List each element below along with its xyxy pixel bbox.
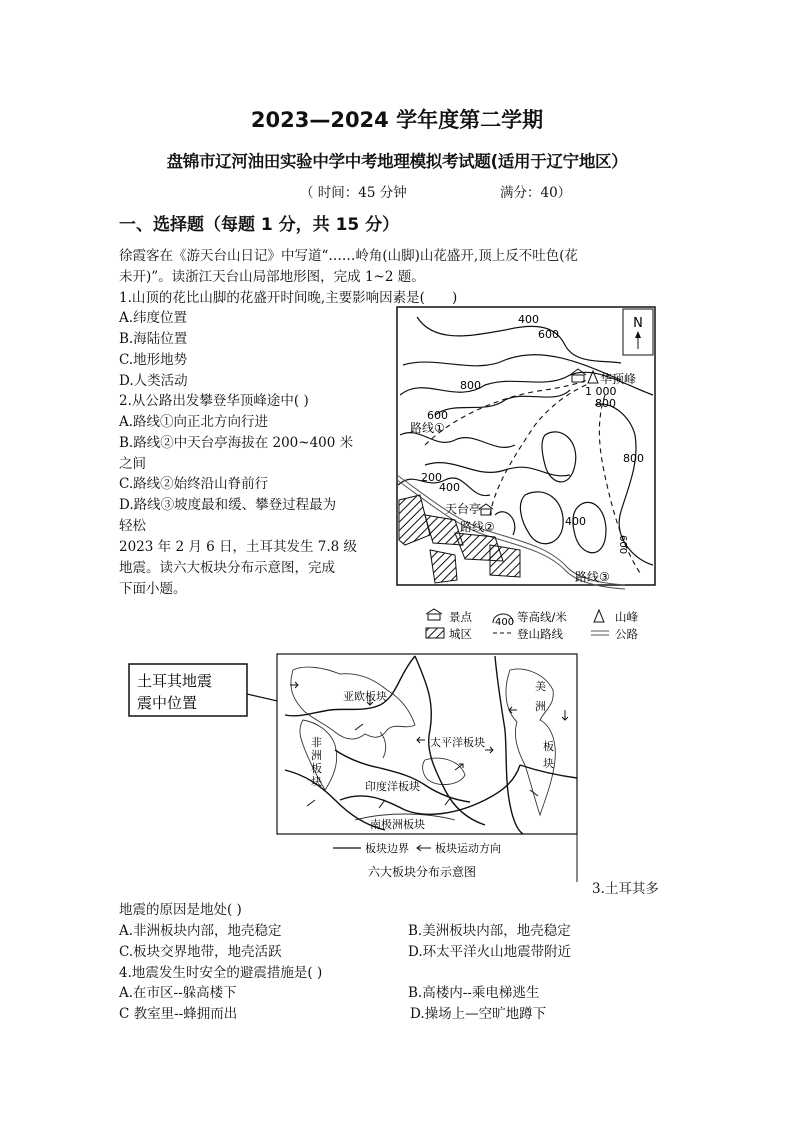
legend-peak-icon — [594, 610, 604, 622]
q2-option-d-line1: D.路线③坡度最和缓、攀登过程最为 — [119, 497, 337, 513]
eurasian-plate-label: 亚欧板块 — [343, 690, 387, 703]
q1-stem: 1.山顶的花比山脚的花盛开时间晚,主要影响因素是( ) — [119, 290, 458, 306]
platemap-caption: 六大板块分布示意图 — [368, 865, 477, 879]
peak-label: 华顶峰 — [600, 372, 637, 386]
q2-option-c: C.路线②始终沿山脊前行 — [119, 476, 269, 492]
contour-label: 800 — [595, 397, 616, 410]
contour-label: 600 — [538, 328, 559, 341]
q1-option-d: D.人类活动 — [119, 373, 188, 389]
q3-option-a: A.非洲板块内部，地壳稳定 — [119, 923, 282, 939]
route-2-label: 路线② — [460, 520, 495, 534]
african-plate-label: 洲 — [311, 749, 322, 762]
q1-option-c: C.地形地势 — [119, 352, 188, 368]
q4-option-c: C 教室里--蜂拥而出 — [119, 1006, 238, 1022]
legend-scenic-icon — [426, 609, 442, 620]
peak-elevation: 1 000 — [585, 385, 617, 398]
topographic-map — [395, 305, 660, 645]
svg-text:板块边界: 板块边界 — [365, 842, 409, 855]
q3-option-b: B.美洲板块内部，地壳稳定 — [408, 923, 571, 939]
q3-stem-rest: 地震的原因是地处( ) — [119, 902, 242, 918]
svg-text:公路: 公路 — [615, 627, 638, 641]
platemap-legend — [333, 841, 501, 879]
svg-text:登山路线: 登山路线 — [517, 627, 563, 641]
legend-city-icon — [426, 628, 444, 638]
contour-label: 800 — [460, 379, 481, 392]
american-plate-label: 板 — [543, 740, 554, 753]
contour-label: 200 — [421, 471, 442, 484]
svg-text:山峰: 山峰 — [615, 610, 638, 624]
pavilion-label: 天台亭 — [445, 502, 482, 516]
contour-label: 400 — [565, 515, 586, 528]
african-plate-label: 块 — [311, 775, 322, 788]
contour-label: 400 — [439, 481, 460, 494]
q1-option-b: B.海陆位置 — [119, 331, 188, 347]
q1-option-a: A.纬度位置 — [119, 310, 188, 326]
svg-text:土耳其地震: 土耳其地震 — [137, 672, 213, 690]
pacific-plate-label: 太平洋板块 — [430, 736, 485, 749]
intro-line-1: 徐霞客在《游天台山日记》中写道“……岭角(山脚)山花盛开,顶上反不吐色(花 — [119, 248, 578, 264]
q2-option-d-line2: 轻松 — [119, 518, 146, 534]
contour-label: 800 — [623, 452, 644, 465]
svg-text:400: 400 — [495, 617, 515, 628]
exam-time: （ 时间：45 分钟 — [300, 185, 407, 201]
plate-tectonics-map — [125, 650, 585, 890]
north-label: N — [633, 316, 643, 331]
intro2-line-2: 地震。读六大板块分布示意图，完成 — [119, 560, 335, 576]
contour-label: 400 — [518, 313, 539, 326]
exam-subtitle: 盘锦市辽河油田实验中学中考地理模拟考试题(适用于辽宁地区） — [166, 152, 628, 171]
contour-label: 600 — [427, 409, 448, 422]
q4-option-d: D.操场上—空旷地蹲下 — [410, 1006, 547, 1022]
topomap-legend — [426, 609, 638, 641]
route-1-label: 路线① — [410, 421, 445, 435]
q3-stem-start: 3.土耳其多 — [592, 881, 659, 897]
q4-option-b: B.高楼内--乘电梯逃生 — [408, 985, 540, 1001]
q4-stem: 4.地震发生时安全的避震措施是( ) — [119, 965, 323, 981]
antarctic-plate-label: 南极洲板块 — [370, 818, 425, 831]
q2-stem: 2.从公路出发攀登华顶峰途中( ) — [119, 393, 309, 409]
q4-option-a: A.在市区--躲高楼下 — [119, 985, 237, 1001]
intro2-line-1: 2023 年 2 月 6 日，土耳其发生 7.8 级 — [119, 539, 358, 555]
african-plate-label: 非 — [311, 736, 322, 749]
svg-text:震中位置: 震中位置 — [137, 694, 198, 712]
american-plate-label: 块 — [543, 757, 554, 770]
q3-option-c: C.板块交界地带，地壳活跃 — [119, 944, 282, 960]
svg-text:板块运动方向: 板块运动方向 — [435, 842, 501, 855]
svg-text:景点: 景点 — [449, 610, 472, 624]
legend-motion-arrow-icon — [417, 845, 431, 851]
african-plate-label: 板 — [311, 762, 322, 775]
intro-line-2: 未开)”。读浙江天台山局部地形图，完成 1~2 题。 — [119, 269, 425, 285]
intro2-line-3: 下面小题。 — [119, 581, 187, 597]
exam-score: 满分：40） — [500, 185, 572, 201]
svg-text:等高线/米: 等高线/米 — [517, 610, 567, 624]
american-plate-label: 美 — [535, 680, 546, 693]
q2-option-b-line2: 之间 — [119, 456, 146, 472]
american-plate-label: 洲 — [535, 700, 546, 713]
q3-option-d: D.环太平洋火山地震带附近 — [408, 944, 572, 960]
q2-option-b-line1: B.路线②中天台亭海拔在 200~400 米 — [119, 435, 354, 451]
section-heading: 一、选择题（每题 1 分，共 15 分） — [119, 215, 400, 235]
route-3-label: 路线③ — [575, 570, 610, 584]
q2-option-a: A.路线①向正北方向行进 — [119, 414, 269, 430]
indian-plate-label: 印度洋板块 — [365, 780, 420, 793]
svg-text:城区: 城区 — [449, 627, 472, 641]
contour-label: 600 — [617, 535, 628, 555]
exam-title: 2023—2024 学年度第二学期 — [250, 108, 544, 132]
